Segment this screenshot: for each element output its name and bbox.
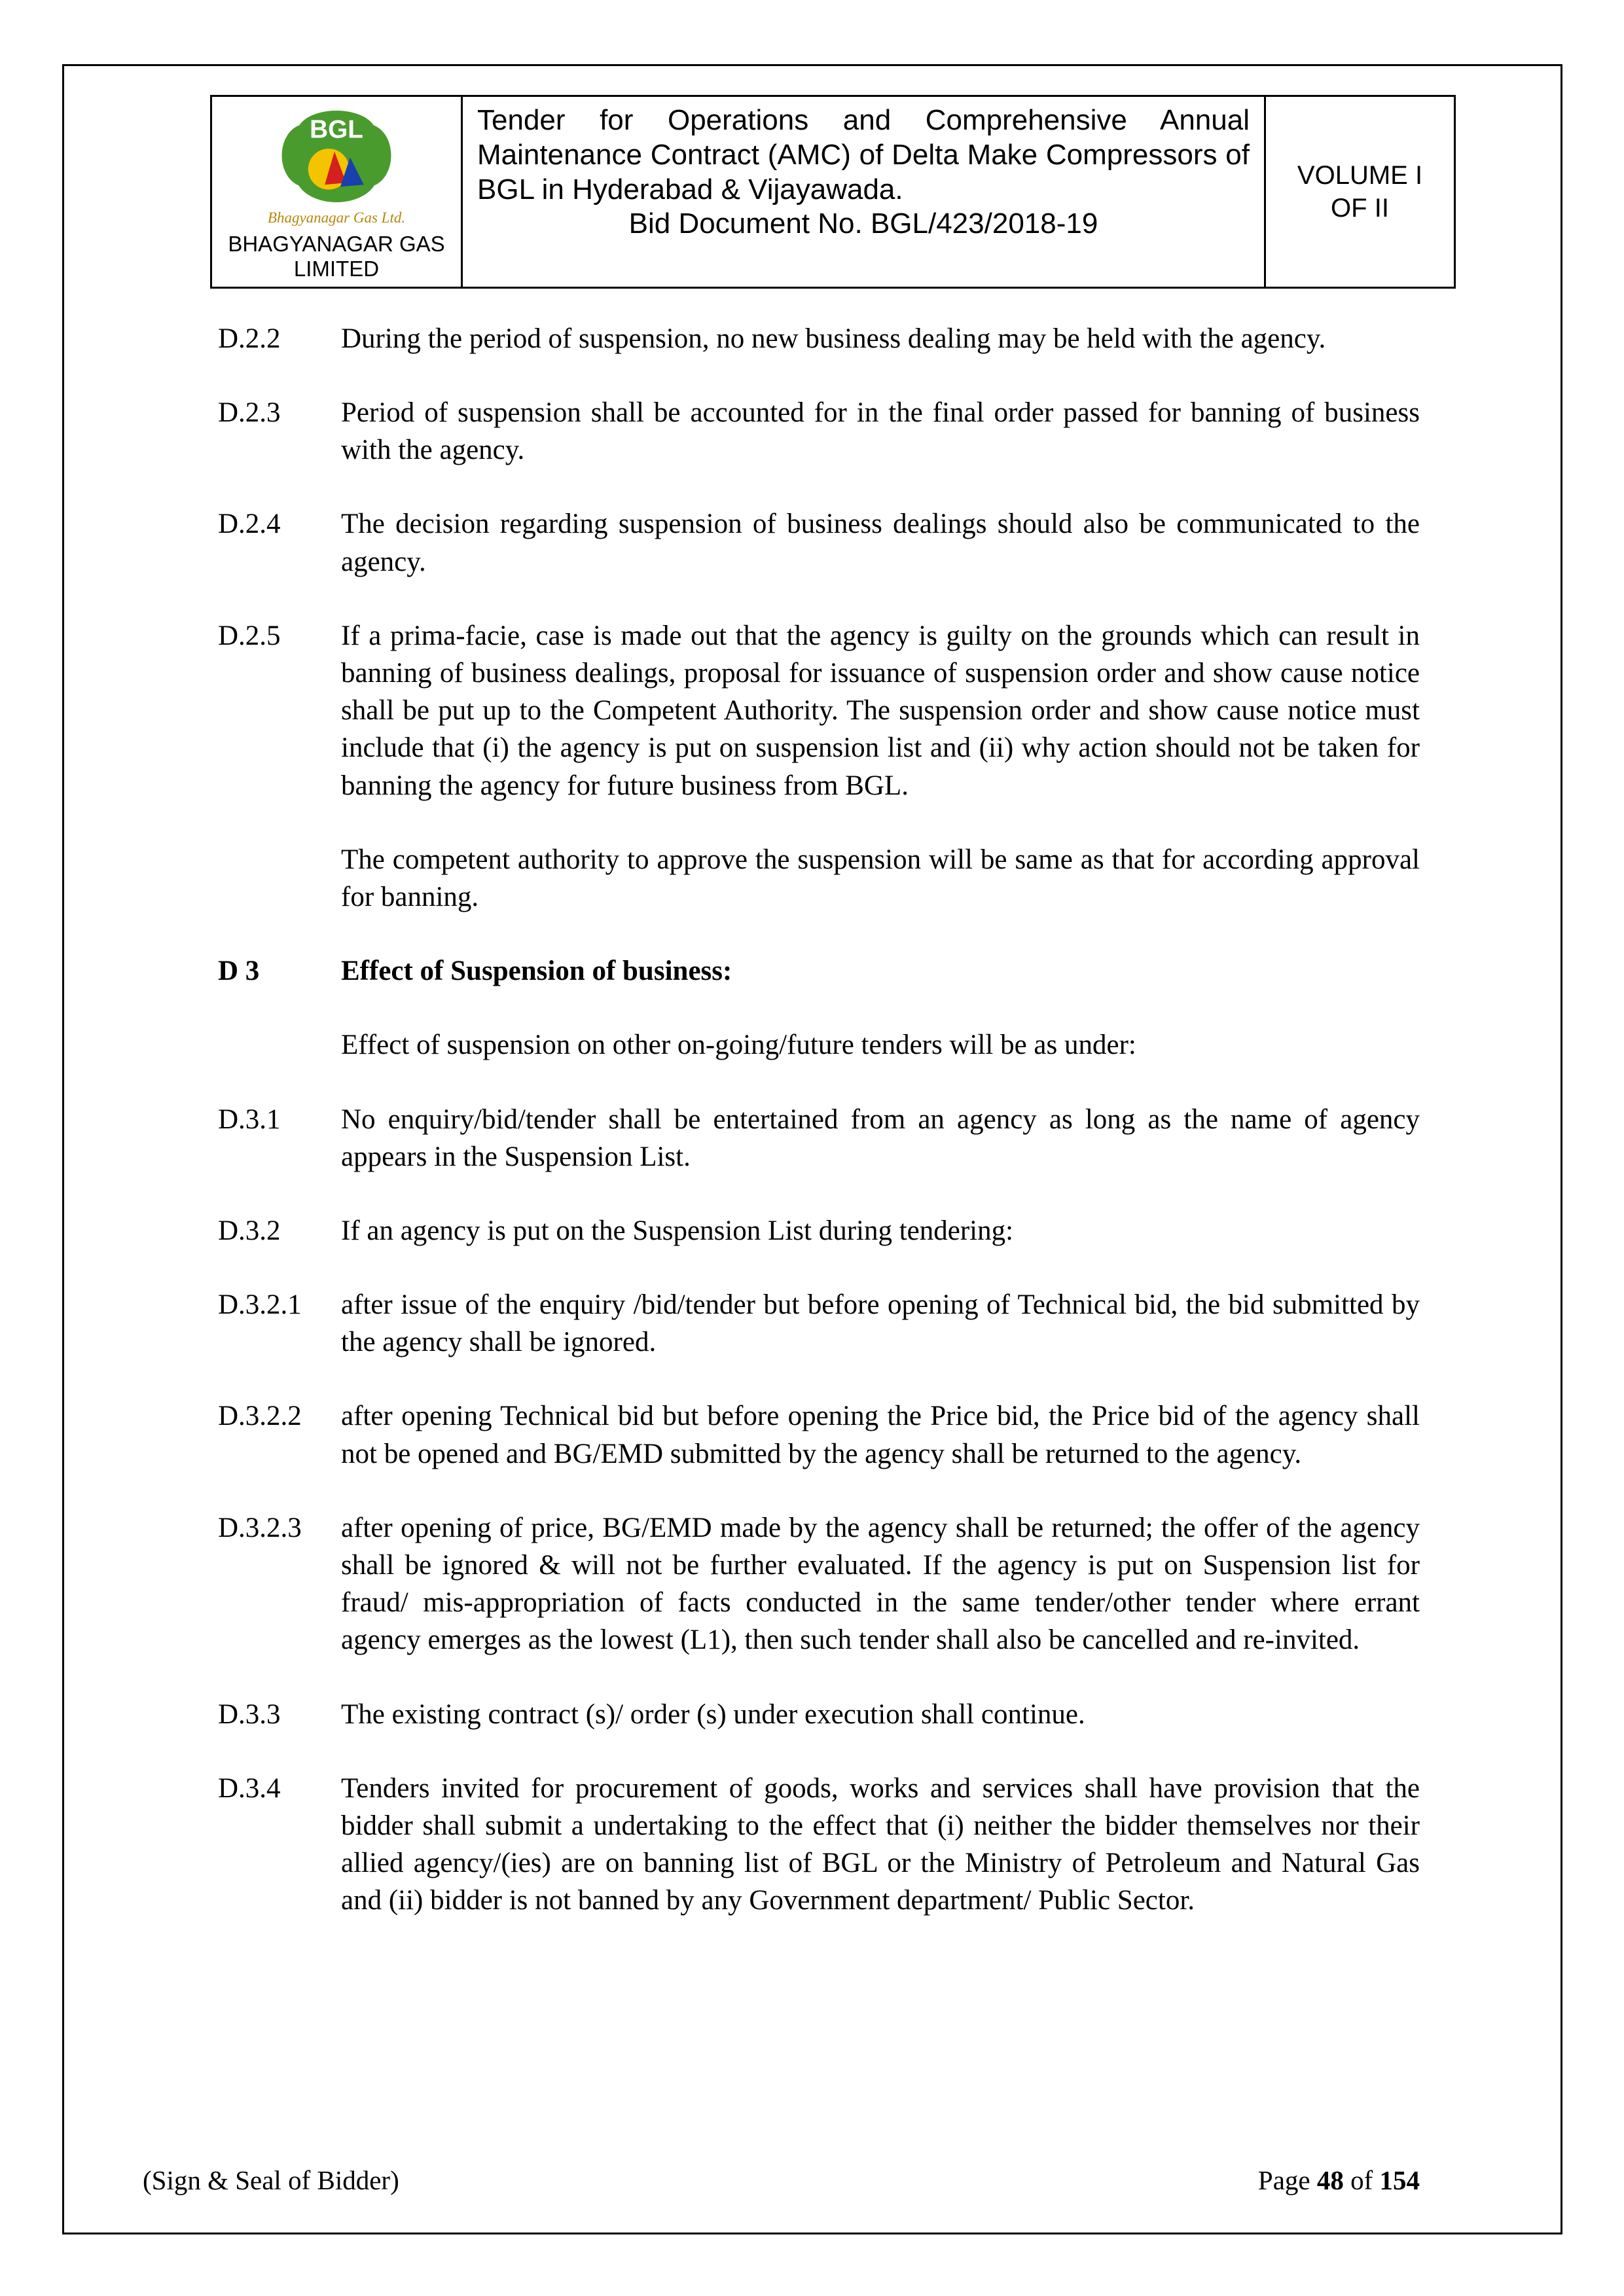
clause-number [218, 841, 341, 916]
clause-d2-2 [218, 320, 1420, 357]
clause-d3-2 [218, 1212, 1420, 1249]
bid-document-number: Bid Document No. BGL/423/2018-19 [628, 207, 1098, 240]
page-footer [143, 2164, 1420, 2196]
body-block [218, 320, 1420, 1920]
clause-d3-1 [218, 1101, 1420, 1175]
org-name-line1: BHAGYANAGAR GAS [228, 232, 445, 256]
clause-text: If a prima-facie, case is made out that the agency is guilty on the grounds which can result in banning of business dealings, proposal for issuance of suspension order and show cause notice shall be put up to the Competent Authority. The suspension order and show cause notice must include that (i) the agency is put on suspension list and (ii) why action should not be taken for banning the agency for future business from BGL. [341, 620, 1420, 801]
clause-number: D.3.3 [218, 1698, 281, 1730]
logo-subtext: Bhagyanagar Gas Ltd. [267, 209, 406, 226]
clause-number: D.2.4 [218, 509, 281, 540]
section-title: Effect of Suspension of business: [341, 956, 732, 987]
clause-text: Tenders invited for procurement of goods, works and services shall have provision that the bidder shall submit a undertaking to the effect that (i) neither the bidder themselves nor their allied agency/(ies) are on banning list of BGL or the Ministry of Petroleum and Natural Gas and (ii) bidder is not banned by any Government department/ Public Sector. [341, 1772, 1420, 1916]
clause-d2-5 [218, 617, 1420, 804]
document-title: Tender for Operations and Comprehensive Annual Maintenance Contract (AMC) of Delta Make Compressors of BGL in Hyderabad & Vijayawada. [477, 104, 1250, 206]
volume-cell [1266, 97, 1454, 287]
clause-d2-4 [218, 505, 1420, 580]
clause-d3-2-3 [218, 1509, 1420, 1659]
section-heading-d3 [218, 952, 1420, 990]
clause-text: after opening Technical bid but before opening the Price bid, the Price bid of the agency shall not be opened and BG/EMD submitted by the agency shall be returned to the agency. [341, 1401, 1420, 1469]
section-number: D 3 [218, 956, 260, 987]
clause-text: During the period of suspension, no new business dealing may be held with the agency. [341, 323, 1326, 354]
clause-number: D.3.4 [218, 1772, 281, 1804]
section-d3-intro [218, 1026, 1420, 1064]
clause-d3-4 [218, 1770, 1420, 1920]
header-table [210, 95, 1456, 289]
clause-number [218, 1026, 341, 1064]
clause-number: D.2.2 [218, 323, 281, 354]
volume-line1: VOLUME I [1297, 160, 1423, 190]
clause-text: No enquiry/bid/tender shall be entertained from an agency as long as the name of agency appears in the Suspension List. [341, 1103, 1420, 1172]
clause-number: D.3.2.3 [218, 1512, 302, 1543]
page-number: 48 [1316, 2165, 1344, 2195]
sign-seal-label: (Sign & Seal of Bidder) [143, 2165, 399, 2195]
clause-number: D.3.2 [218, 1215, 281, 1246]
clause-d3-2-1 [218, 1286, 1420, 1361]
clause-number: D.2.5 [218, 620, 281, 651]
org-name-line2: LIMITED [293, 256, 380, 281]
clause-text: Effect of suspension on other on-going/future tenders will be as under: [341, 1030, 1136, 1061]
clause-text: The existing contract (s)/ order (s) under execution shall continue. [341, 1698, 1085, 1730]
clause-number: D.3.2.1 [218, 1289, 302, 1321]
page-total: 154 [1379, 2165, 1420, 2195]
title-cell [461, 97, 1266, 287]
page-border-frame [62, 64, 1562, 2234]
clause-d3-3 [218, 1696, 1420, 1733]
clause-d2-3 [218, 394, 1420, 469]
clause-d2-5-continued [218, 841, 1420, 916]
clause-text: The competent authority to approve the suspension will be same as that for according approval for banning. [341, 844, 1420, 912]
clause-text: The decision regarding suspension of business dealings should also be communicated to the agency. [341, 509, 1420, 577]
org-name [228, 232, 444, 281]
of-label: of [1350, 2165, 1373, 2195]
clause-text: after opening of price, BG/EMD made by the agency shall be returned; the offer of the agency shall be ignored & will not be further evaluated. If the agency is put on Suspension list for fraud/ mis-appropriation of facts conducted in the same tender/other tender where errant agency emerges as the lowest (L1), then such tender shall also be cancelled and re-invited. [341, 1512, 1420, 1656]
svg-text:BGL: BGL [310, 115, 363, 144]
clause-number: D.3.1 [218, 1103, 281, 1135]
clause-text: If an agency is put on the Suspension List during tendering: [341, 1215, 1014, 1246]
volume-line2: OF II [1331, 193, 1389, 223]
logo-cell [212, 97, 461, 287]
clause-text: Period of suspension shall be accounted for in the final order passed for banning of business with the agency. [341, 397, 1420, 466]
clause-number: D.2.3 [218, 397, 281, 429]
clause-text: after issue of the enquiry /bid/tender but before opening of Technical bid, the bid submitted by the agency shall be ignored. [341, 1289, 1420, 1358]
page-label: Page [1257, 2165, 1310, 2195]
page-number-info [1258, 2164, 1420, 2196]
clause-d3-2-2 [218, 1397, 1420, 1472]
bgl-logo-icon [278, 105, 395, 208]
clause-number: D.3.2.2 [218, 1401, 302, 1432]
